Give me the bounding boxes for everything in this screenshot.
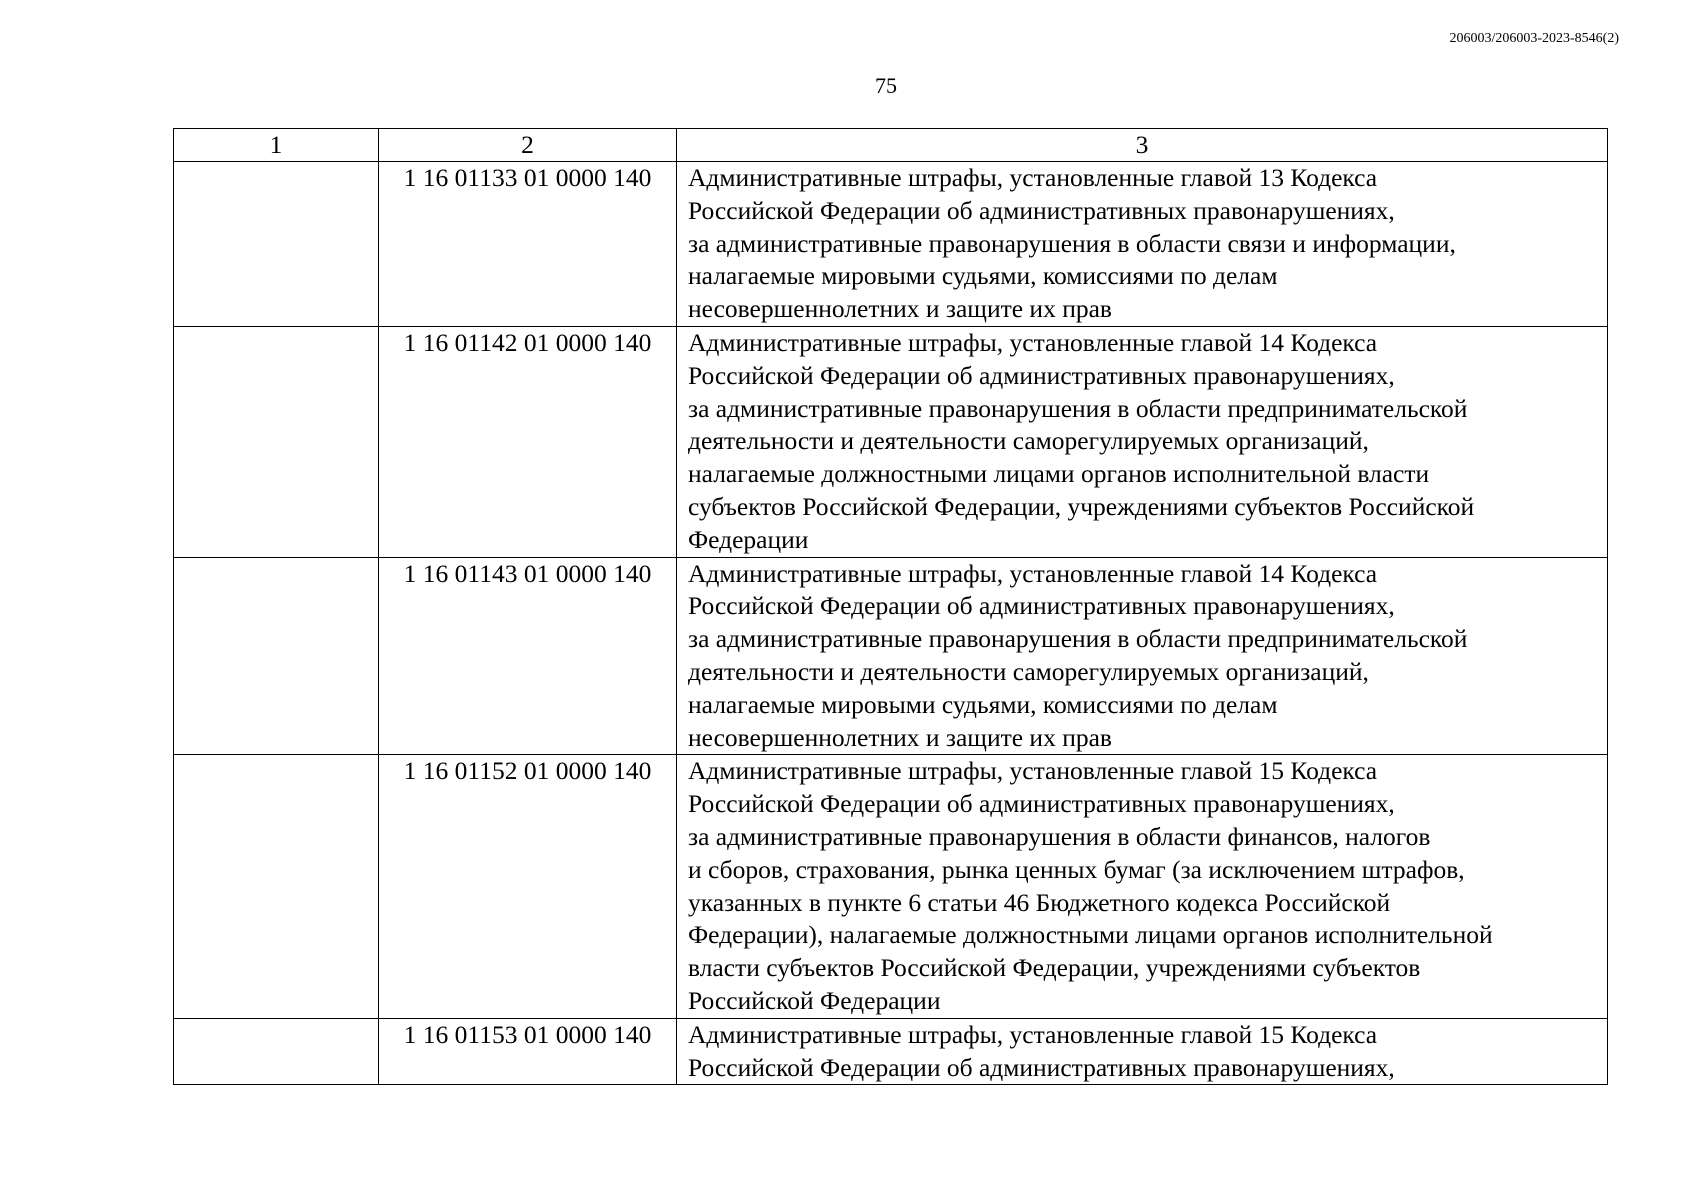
description-line: налагаемые должностными лицами органов исполнительной власти	[688, 459, 1430, 489]
column-header-3: 3	[677, 129, 1608, 162]
description-line: Российской Федерации об административных правонарушениях,	[688, 789, 1395, 819]
cell-budget-code: 1 16 01153 01 0000 140	[379, 1018, 677, 1085]
cell-col1	[174, 162, 379, 327]
table-row	[174, 557, 1608, 755]
table-row	[174, 326, 1608, 557]
description-line: Федерации), налагаемые должностными лицами органов исполнительной	[688, 920, 1493, 950]
column-header-1: 1	[174, 129, 379, 162]
description-line: Российской Федерации	[688, 985, 941, 1015]
cell-budget-code: 1 16 01142 01 0000 140	[379, 326, 677, 557]
table-row	[174, 162, 1608, 327]
description-line: деятельности и деятельности саморегулируемых организаций,	[688, 426, 1369, 456]
description-line: за административные правонарушения в области связи и информации,	[688, 228, 1456, 258]
cell-description	[677, 162, 1608, 327]
description-line: за административные правонарушения в области предпринимательской	[688, 393, 1468, 423]
description-line: Российской Федерации об административных правонарушениях,	[688, 1052, 1395, 1082]
cell-description	[677, 326, 1608, 557]
cell-description	[677, 557, 1608, 755]
description-line: Федерации	[688, 524, 809, 554]
document-id: 206003/206003-2023-8546(2)	[1449, 31, 1619, 46]
cell-col1	[174, 557, 379, 755]
description-line: Административные штрафы, установленные главой 14 Кодекса	[688, 327, 1378, 357]
table-row	[174, 755, 1608, 1018]
table-body	[174, 162, 1608, 1085]
description-line: Административные штрафы, установленные главой 14 Кодекса	[688, 558, 1378, 588]
table-header-row	[174, 129, 1608, 162]
description-line: субъектов Российской Федерации, учреждениями субъектов Российской	[688, 491, 1475, 521]
cell-budget-code: 1 16 01133 01 0000 140	[379, 162, 677, 327]
description-line: Российской Федерации об административных правонарушениях,	[688, 591, 1395, 621]
column-header-2: 2	[379, 129, 677, 162]
description-line: власти субъектов Российской Федерации, учреждениями субъектов	[688, 953, 1421, 983]
cell-col1	[174, 326, 379, 557]
description-line: налагаемые мировыми судьями, комиссиями по делам	[688, 261, 1278, 291]
description-line: Административные штрафы, установленные главой 13 Кодекса	[688, 163, 1378, 192]
budget-classification-table	[173, 128, 1608, 1085]
description-line: за административные правонарушения в области предпринимательской	[688, 624, 1468, 654]
description-line: Административные штрафы, установленные главой 15 Кодекса	[688, 756, 1378, 786]
page-number: 75	[875, 73, 897, 98]
description-line: указанных в пункте 6 статьи 46 Бюджетного кодекса Российской	[688, 887, 1391, 917]
cell-col1	[174, 1018, 379, 1085]
table-row	[174, 1018, 1608, 1085]
description-line: Российской Федерации об административных правонарушениях,	[688, 360, 1395, 390]
cell-budget-code: 1 16 01152 01 0000 140	[379, 755, 677, 1018]
description-line: Административные штрафы, установленные главой 15 Кодекса	[688, 1019, 1378, 1049]
description-line: несовершеннолетних и защите их прав	[688, 722, 1112, 752]
description-line: несовершеннолетних и защите их прав	[688, 294, 1112, 324]
cell-description	[677, 755, 1608, 1018]
description-line: налагаемые мировыми судьями, комиссиями по делам	[688, 689, 1278, 719]
description-line: деятельности и деятельности саморегулируемых организаций,	[688, 656, 1369, 686]
description-line: за административные правонарушения в области финансов, налогов	[688, 821, 1431, 851]
description-line: Российской Федерации об административных правонарушениях,	[688, 195, 1395, 225]
cell-col1	[174, 755, 379, 1018]
cell-budget-code: 1 16 01143 01 0000 140	[379, 557, 677, 755]
cell-description	[677, 1018, 1608, 1085]
description-line: и сборов, страхования, рынка ценных бумаг (за исключением штрафов,	[688, 854, 1465, 884]
